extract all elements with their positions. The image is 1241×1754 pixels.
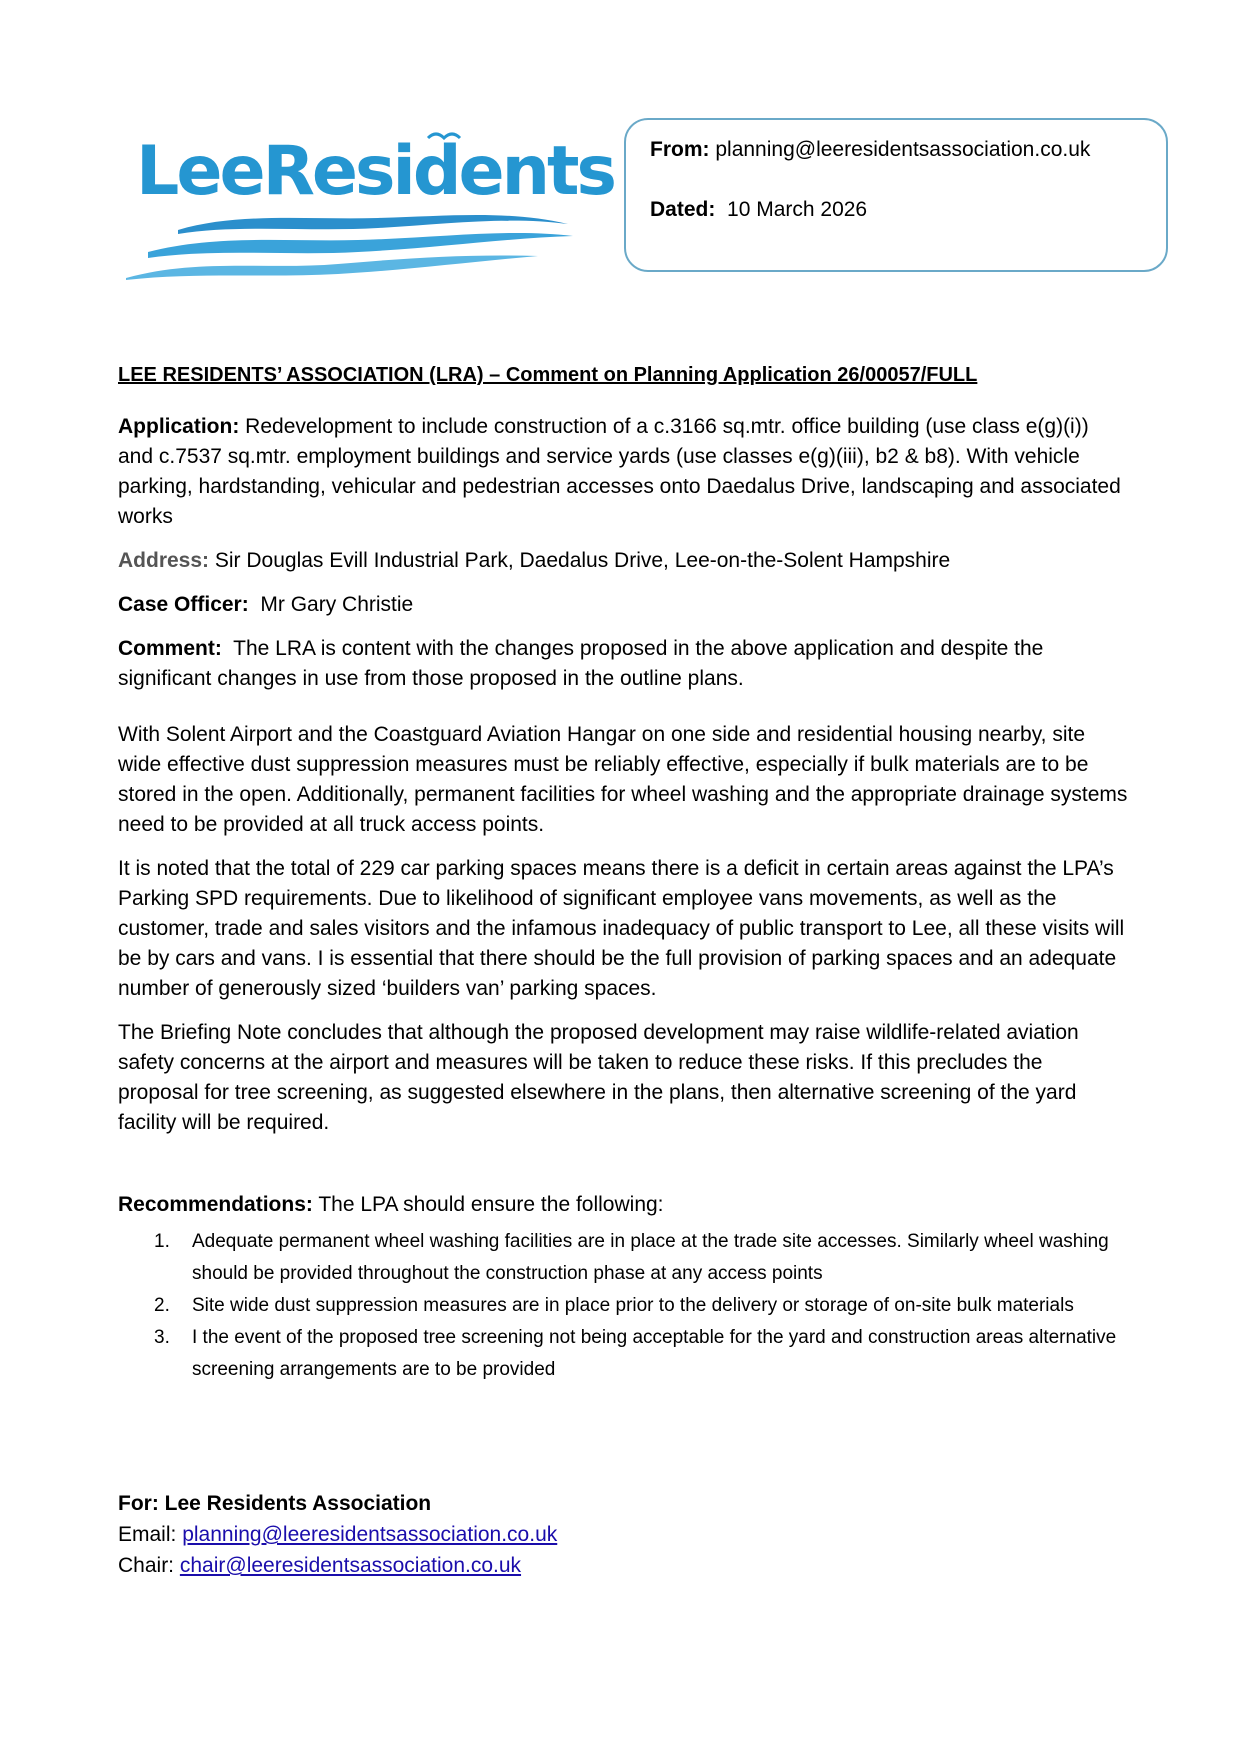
case-officer-text: Mr Gary Christie	[260, 593, 414, 616]
logo-wave-1	[178, 215, 568, 234]
recommendations-heading	[118, 1190, 1128, 1220]
signature-block	[118, 1488, 557, 1581]
body-paragraph-briefing: The Briefing Note concludes that although the proposed development may raise wildlife-related aviation safety concerns at the airport and measures will be taken to reduce these risks. If this precludes the proposal for tree screening, as suggested elsewhere in the plans, then alternative screening of the yard facility will be required.	[118, 1021, 1079, 1134]
logo-bird-icon	[428, 134, 460, 138]
list-item	[118, 1322, 1128, 1386]
signature-chair-label: Chair:	[118, 1554, 175, 1577]
signature-chair-line	[118, 1550, 557, 1581]
list-item	[118, 1290, 1128, 1322]
list-item-text: Site wide dust suppression measures are in place prior to the delivery or storage of on-site bulk materials	[192, 1295, 1074, 1316]
recommendations-intro: The LPA should ensure the following:	[318, 1193, 664, 1216]
body-paragraph-dust: With Solent Airport and the Coastguard Aviation Hangar on one side and residential housing nearby, site wide effective dust suppression measures must be reliably effective, especially if bulk materials are to be stored in the open. Additionally, permanent facilities for wheel washing and the appropriate drainage systems need to be provided at all truck access points.	[118, 723, 1128, 836]
document-title: LEE RESIDENTS’ ASSOCIATION (LRA) – Comment on Planning Application 26/00057/FULL	[118, 364, 978, 386]
dated-line	[650, 198, 867, 222]
comment-paragraph	[118, 634, 1128, 694]
list-item	[118, 1226, 1128, 1290]
logo-waves-graphic	[118, 120, 588, 290]
comment-label: Comment:	[118, 637, 222, 660]
dated-value: 10 March 2026	[727, 198, 868, 221]
recommendations-label: Recommendations:	[118, 1193, 313, 1216]
signature-email-line	[118, 1519, 557, 1550]
document-body	[118, 360, 1128, 1386]
dated-label: Dated:	[650, 198, 716, 221]
address-paragraph	[118, 546, 1128, 576]
logo-wave-3	[126, 255, 538, 280]
application-text: Redevelopment to include construction of a c.3166 sq.mtr. office building (use class e(g)(i)) and c.7537 sq.mtr. employment buildings and service yards (use classes e(g)(iii), b2 & b8). With vehicle parking, hardstanding, vehicular and pedestrian accesses onto Daedalus Drive, landscaping and associated works	[118, 415, 1121, 528]
lee-residents-logo	[118, 120, 615, 290]
list-item-number: 1.	[154, 1231, 170, 1252]
from-line	[650, 138, 1090, 162]
address-text: Sir Douglas Evill Industrial Park, Daedalus Drive, Lee-on-the-Solent Hampshire	[214, 549, 951, 572]
sender-info-box	[624, 118, 1168, 272]
signature-chair-link[interactable]: chair@leeresidentsassociation.co.uk	[179, 1554, 522, 1577]
list-item-text: I the event of the proposed tree screening not being acceptable for the yard and construction areas alternative screening arrangements are to be provided	[192, 1327, 1117, 1380]
case-officer-paragraph	[118, 590, 1128, 620]
list-item-number: 2.	[154, 1295, 170, 1316]
case-officer-label: Case Officer:	[118, 593, 249, 616]
signature-email-link[interactable]: planning@leeresidentsassociation.co.uk	[182, 1523, 558, 1546]
signature-email-label: Email:	[118, 1523, 177, 1546]
from-email: planning@leeresidentsassociation.co.uk	[715, 138, 1091, 161]
from-label: From:	[650, 138, 710, 161]
application-label: Application:	[118, 415, 240, 438]
address-label: Address:	[118, 549, 210, 572]
signature-for-line: For: Lee Residents Association	[118, 1492, 432, 1515]
list-item-text: Adequate permanent wheel washing facilities are in place at the trade site accesses. Similarly wheel washing should be provided throughout the construction phase at any access points	[192, 1231, 1109, 1284]
logo-wordmark: LeeResidents	[136, 132, 615, 211]
list-item-number: 3.	[154, 1327, 170, 1348]
application-paragraph	[118, 412, 1128, 532]
recommendations-list	[118, 1226, 1128, 1386]
logo-wave-2	[148, 233, 573, 258]
comment-text: The LRA is content with the changes proposed in the above application and despite the significant changes in use from those proposed in the outline plans.	[118, 637, 1044, 690]
body-paragraph-parking: It is noted that the total of 229 car parking spaces means there is a deficit in certain areas against the LPA’s Parking SPD requirements. Due to likelihood of significant employee vans movements, as well as the customer, trade and sales visitors and the infamous inadequacy of public transport to Lee, all these visits will be by cars and vans. I is essential that there should be the full provision of parking spaces and an adequate number of generously sized ‘builders van’ parking spaces.	[118, 857, 1125, 1000]
